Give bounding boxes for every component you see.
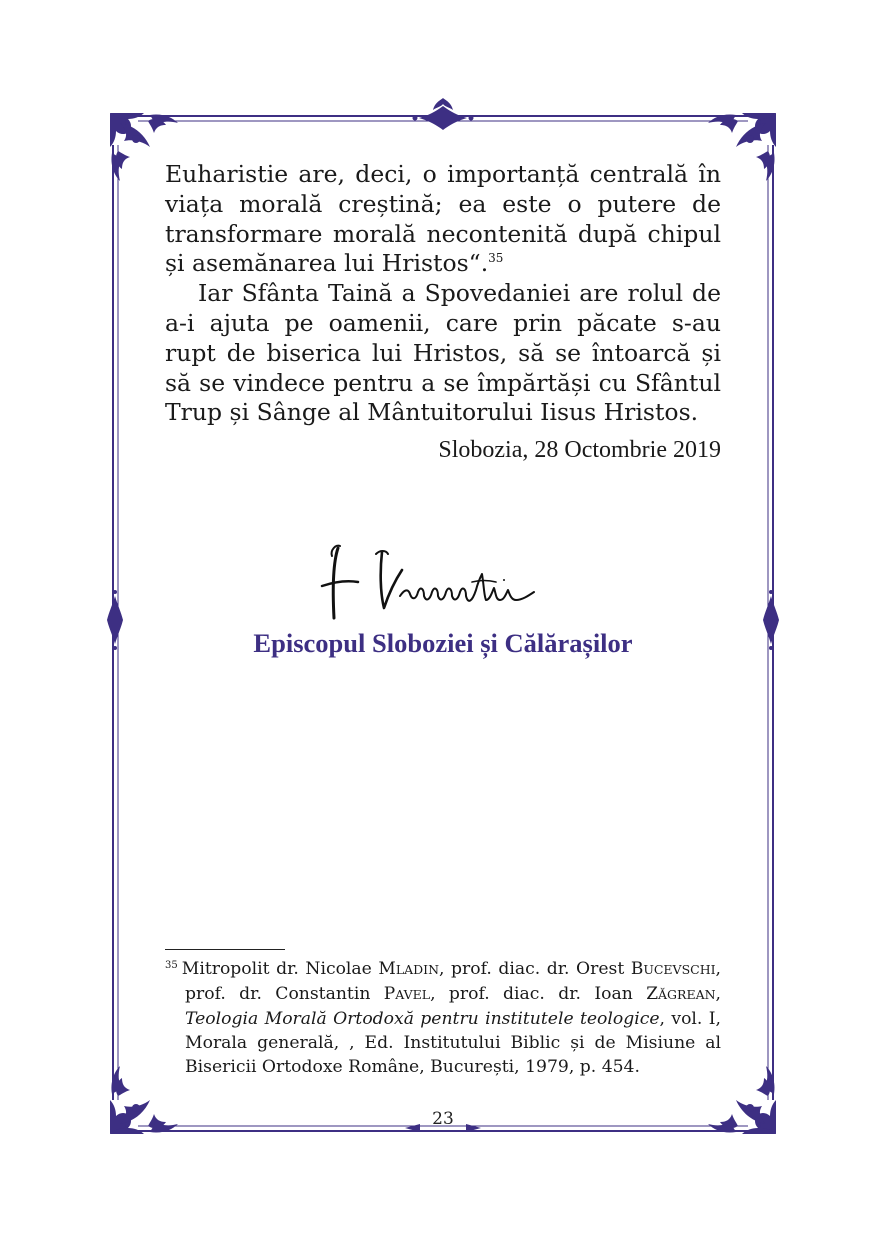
author-4-surname: ĂGREAN [658,987,716,1002]
paragraph-2: Iar Sfânta Taină a Spovedaniei are rolul de a-i ajuta pe oamenii, care prin păcate s-au rupt de biserica lui Hristos, să se întoarcă și să se vindece pentru a se împărtăși cu Sfântul Trup și Sânge al Mântuitorului Iisus Hristos. [165,279,721,427]
author-2-surname: UCEVSCHI [643,962,716,977]
footnote-text-1: Mitropolit dr. Nicolae [181,959,379,979]
footnote-text-5: , [715,984,722,1004]
footnote-text-2: , prof. diac. dr. Orest [439,959,631,979]
author-1-initial: M [378,959,396,979]
footnote-text-6: , vol. I, Morala generală, , Ed. Institutului Biblic și de Misiune al Bisericii Ortodoxe Române, București, 1979, p. 454. [185,1009,721,1077]
footnote-reference: 35 [488,251,504,266]
body-text [165,160,721,428]
author-3-initial: P [383,984,396,1004]
footnote [165,957,721,1079]
footnote-rule [165,949,285,950]
author-3-surname: AVEL [395,987,431,1002]
signature [300,530,580,630]
footnote-mark: 35 [165,960,178,971]
author-4-initial: Z [646,984,659,1004]
author-2-initial: B [630,959,644,979]
footnote-text-4: , prof. diac. dr. Ioan [430,984,647,1004]
footnote-35 [165,957,721,1079]
place-date: Slobozia, 28 Octombrie 2019 [438,437,721,463]
signature-title: Episcopul Sloboziei și Călărașilor [253,628,633,658]
paragraph-1 [165,160,721,279]
author-1-surname: LADIN [395,962,440,977]
book-title: Teologia Morală Ortodoxă pentru institutele teologice [185,1009,660,1029]
page-number: 23 [432,1109,454,1129]
diamond-ornament-icon [413,98,474,130]
paragraph-1-text: Euharistie are, deci, o importanță centrală în viața morală creștină; ea este o putere de transformare morală necontenită după chipul și asemănarea lui Hristos“. [165,160,721,278]
footnote-text-3: , prof. dr. Constantin [185,959,721,1004]
